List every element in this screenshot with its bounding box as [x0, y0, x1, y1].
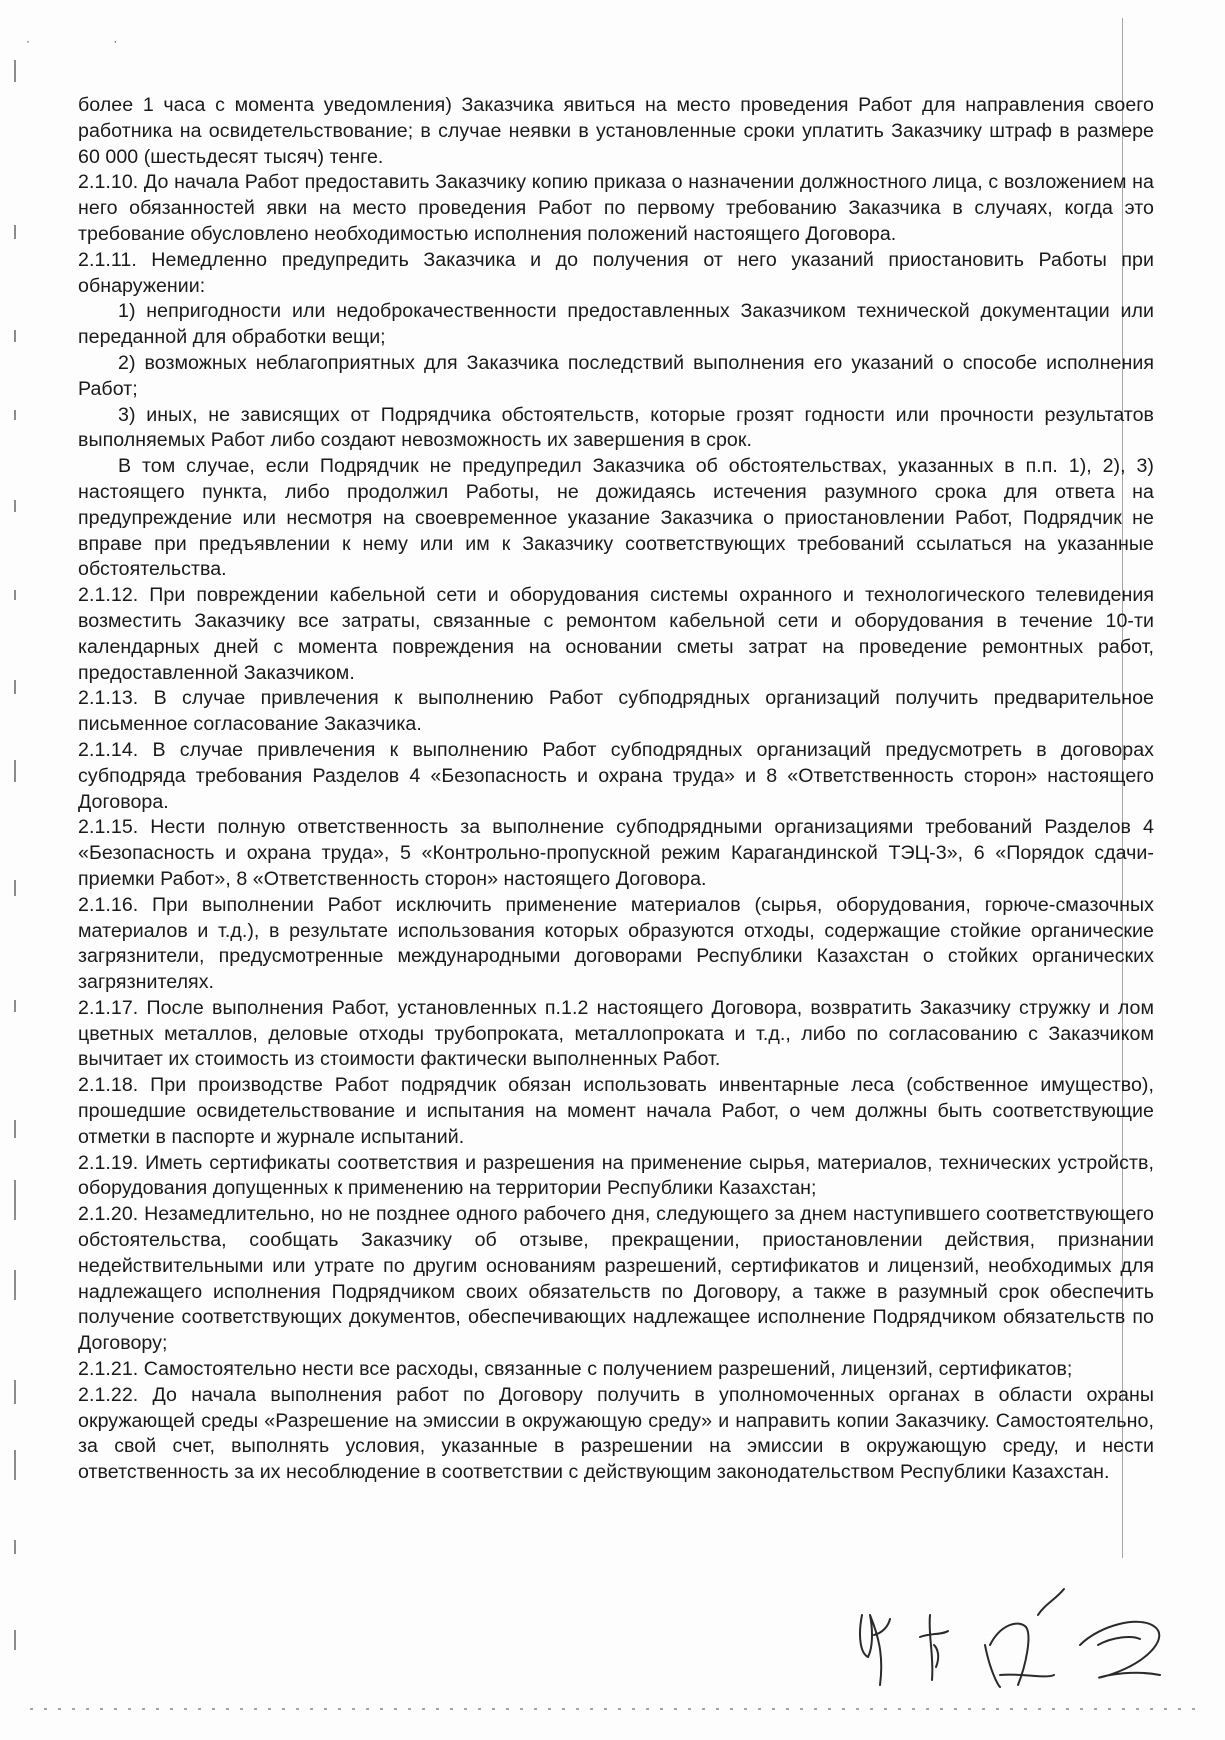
paragraph-2-1-10: 2.1.10. До начала Работ предоставить Заказчику копию приказа о назначении должностного лица, с возложением на него обязанностей явки на место проведения Работ по первому требованию Заказчика в случаях, когда это требование обусловлено необходимостью исполнения положений настоящего Договора. [78, 171, 1154, 245]
paragraph-2-1-11: 2.1.11. Немедленно предупредить Заказчика и до получения от него указаний приостановить Работы при обнаружении: [78, 248, 1154, 297]
document-body [78, 93, 1154, 1486]
paragraph-2-1-19: 2.1.19. Иметь сертификаты соответствия и разрешения на применение сырья, материалов, технических устройств, оборудования допущенных к применению на территории Республики Казахстан; [78, 1151, 1154, 1200]
signature-mark-4 [1080, 1622, 1160, 1678]
paragraph-2-1-22: 2.1.22. До начала выполнения работ по Договору получить в уполномоченных органах в области охраны окружающей среды «Разрешение на эмиссии в окружающую среду» и направить копии Заказчику. Самостоятельно, за свой счет, выполнять условия, указанные в разрешении на эмиссии в окружающую среду, и нести ответственность за их несоблюдение в соответствии с действующим законодательством Республики Казахстан. [78, 1383, 1154, 1484]
bottom-scan-noise [30, 1708, 1200, 1710]
paragraph-2-1-21: 2.1.21. Самостоятельно нести все расходы, связанные с получением разрешений, лицензий, сертификатов; [78, 1358, 1073, 1381]
paragraph-2-1-17: 2.1.17. После выполнения Работ, установленных п.1.2 настоящего Договора, возвратить Заказчику стружку и лом цветных металлов, деловые отходы трубопроката, металлопроката и т.д., либо по согласованию с Заказчиком вычитает их стоимость из стоимости фактически выполненных Работ. [78, 996, 1154, 1071]
handwritten-signatures [850, 1575, 1180, 1695]
paragraph-clause-note: В том случае, если Подрядчик не предупредил Заказчика об обстоятельствах, указанных в п.п. 1), 2), 3) настоящего пункта, либо продолжил Работы, не дожидаясь истечения разумного срока для ответа на предупреждение или несмотря на своевременное указание Заказчика о приостановлении Работ, Подрядчик не вправе при предъявлении к нему или им к Заказчику соответствующих требований ссылаться на указанные обстоятельства. [78, 455, 1154, 581]
paragraph-2-1-15: 2.1.15. Нести полную ответственность за выполнение субподрядными организациями требований Разделов 4 «Безопасность и охрана труда», 5 «Контрольно-пропускной режим Карагандинской ТЭЦ-3», 6 «Порядок сдачи-приемки Работ», 8 «Ответственность сторон» настоящего Договора. [78, 816, 1154, 890]
paragraph-2-1-16: 2.1.16. При выполнении Работ исключить применение материалов (сырья, оборудования, горюче-смазочных материалов и т.д.), в результате использования которых образуются отходы, содержащие стойкие органические загрязнители, предусмотренные международными договорами Республики Казахстан о стойких органических загрязнителях. [78, 893, 1154, 994]
left-margin-scan-marks [10, 0, 22, 1740]
paragraph: более 1 часа с момента уведомления) Заказчика явиться на место проведения Работ для направления своего работника на освидетельствование; в случае неявки в установленные сроки уплатить Заказчику штраф в размере 60 000 (шестьдесят тысяч) тенге. [78, 94, 1154, 168]
list-item-2: 2) возможных неблагоприятных для Заказчика последствий выполнения его указаний о способе исполнения Работ; [78, 351, 1154, 400]
scan-specks: · · [26, 34, 158, 48]
paragraph-2-1-20: 2.1.20. Незамедлительно, но не позднее одного рабочего дня, следующего за днем наступившего соответствующего обстоятельства, сообщать Заказчику об отзыве, прекращении, приостановлении действия, признании недействительными или утрате по другим основаниям разрешений, сертификатов и лицензий, необходимых для надлежащего исполнения Подрядчиком своих обязательств по Договору, а также в разумный срок обеспечить получение соответствующих документов, обеспечивающих надлежащее исполнение Подрядчиком обязательств по Договору; [78, 1203, 1154, 1355]
paragraph-2-1-12: 2.1.12. При повреждении кабельной сети и оборудования системы охранного и технологического телевидения возместить Заказчику все затраты, связанные с ремонтом кабельной сети и оборудования в течение 10-ти календарных дней с момента повреждения на основании сметы затрат на проведение ремонтных работ, предоставленной Заказчиком. [78, 584, 1154, 684]
signature-mark-3 [985, 1589, 1064, 1687]
paragraph-2-1-14: 2.1.14. В случае привлечения к выполнению Работ субподрядных организаций предусмотреть в договорах субподряда требования Разделов 4 «Безопасность и охрана труда» и 8 «Ответственность сторон» настоящего Договора. [78, 738, 1154, 813]
signature-mark-2 [920, 1615, 948, 1680]
list-item-1: 1) непригодности или недоброкачественности предоставленных Заказчиком технической документации или переданной для обработки вещи; [78, 300, 1154, 349]
paragraph-2-1-18: 2.1.18. При производстве Работ подрядчик обязан использовать инвентарные леса (собственное имущество), прошедшие освидетельствование и испытания на момент начала Работ, о чем должны быть соответствующие отметки в паспорте и журнале испытаний. [78, 1074, 1154, 1148]
list-item-3: 3) иных, не зависящих от Подрядчика обстоятельств, которые грозят годности или прочности результатов выполняемых Работ либо создают невозможность их завершения в срок. [78, 403, 1154, 452]
signature-mark-1 [860, 1615, 890, 1685]
paragraph-2-1-13: 2.1.13. В случае привлечения к выполнению Работ субподрядных организаций получить предварительное письменное согласование Заказчика. [78, 687, 1154, 736]
